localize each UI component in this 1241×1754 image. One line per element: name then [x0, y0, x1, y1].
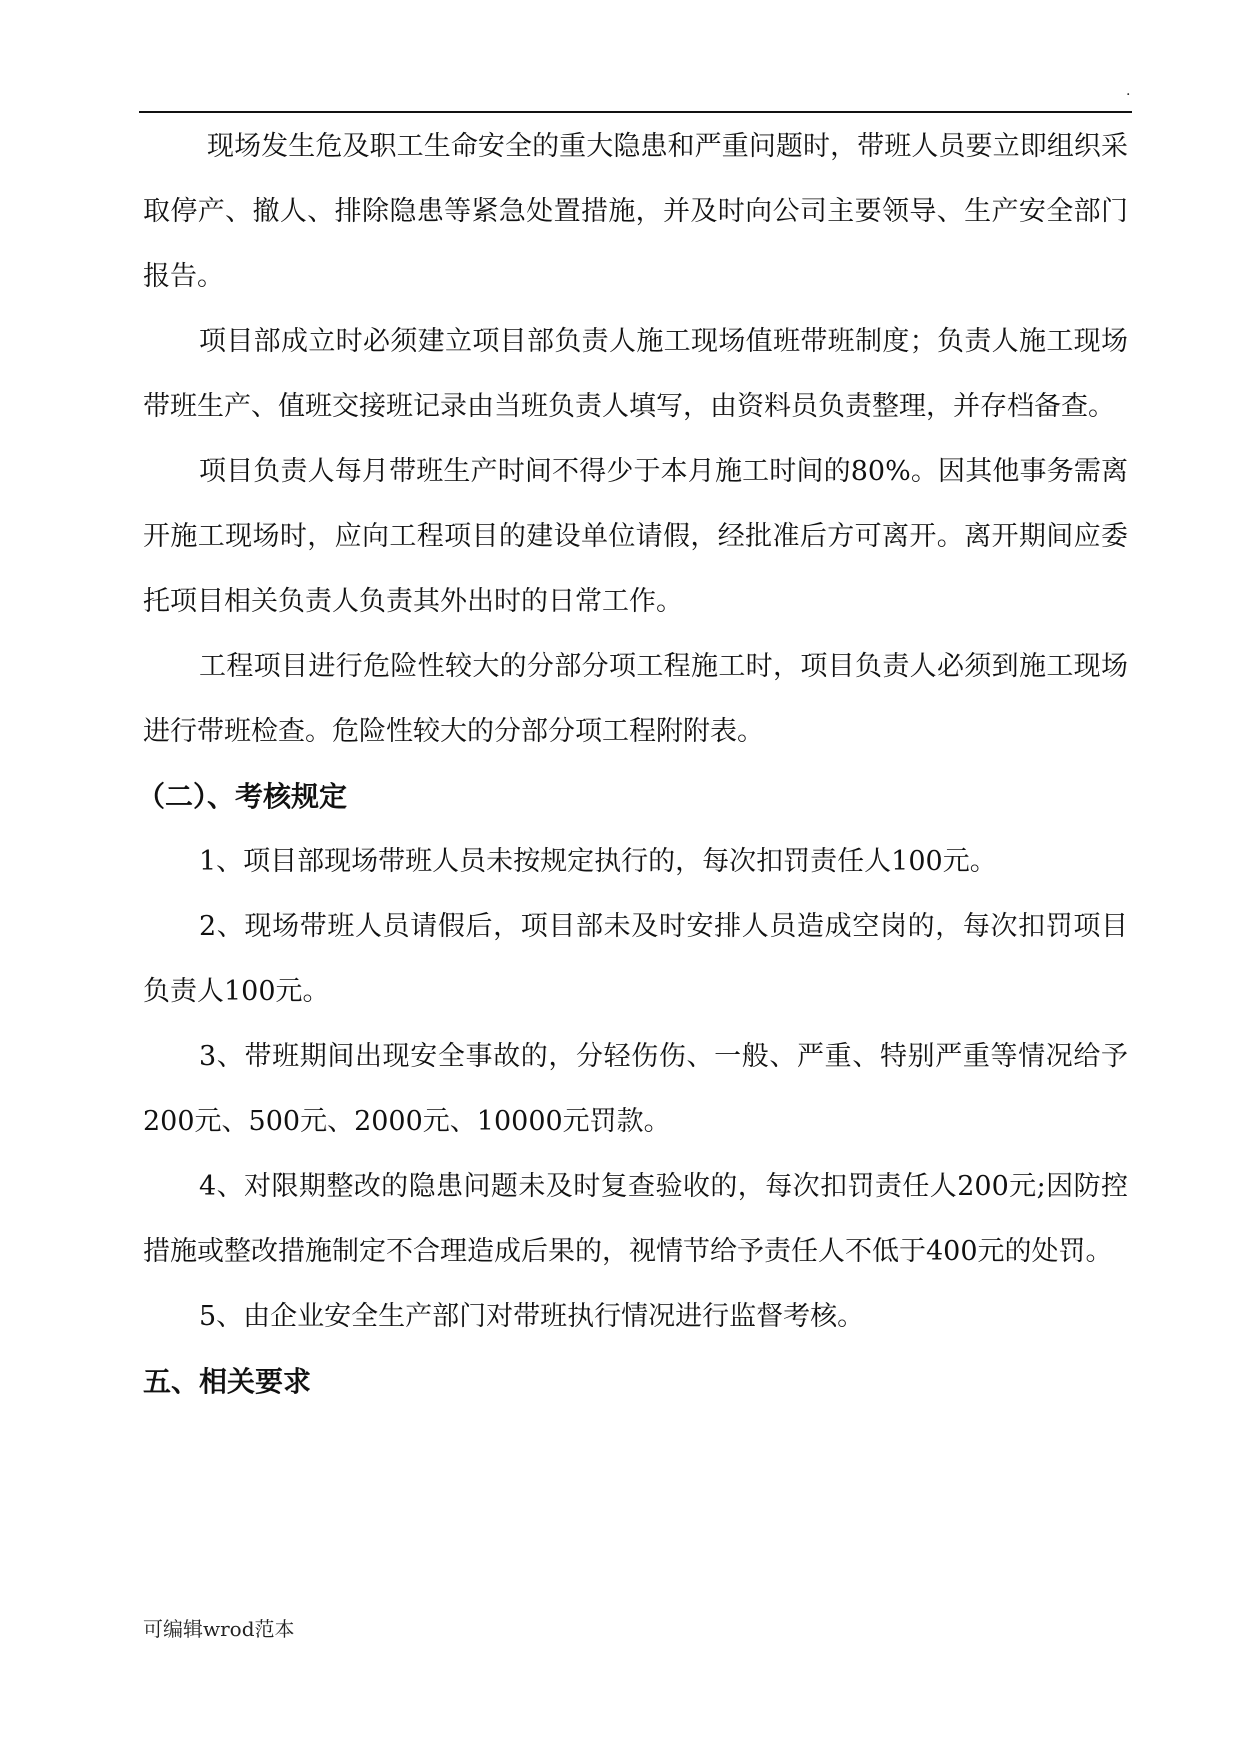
section-heading-assessment: （二）、考核规定: [137, 780, 348, 813]
list-item: 5、由企业安全生产部门对带班执行情况进行监督考核。: [199, 1301, 865, 1332]
list-item: 4、对限期整改的隐患问题未及时复查验收的，每次扣罚责任人200元;因防控措施或整改措施制定不合理造成后果的，视情节给予责任人不低于400元的处罚。: [143, 1171, 1128, 1267]
list-item: 1、项目部现场带班人员未按规定执行的，每次扣罚责任人100元。: [199, 846, 997, 877]
header-marker: .: [1126, 83, 1131, 99]
paragraph: 项目负责人每月带班生产时间不得少于本月施工时间的80%。因其他事务需离开施工现场时，应向工程项目的建设单位请假，经批准后方可离开。离开期间应委托项目相关负责人负责其外出时的日常工作。: [143, 456, 1128, 617]
paragraph: 工程项目进行危险性较大的分部分项工程施工时，项目负责人必须到施工现场进行带班检查。危险性较大的分部分项工程附附表。: [143, 651, 1128, 747]
header-rule: [139, 111, 1132, 113]
document-body: [137, 114, 1128, 1414]
list-item: 3、带班期间出现安全事故的，分轻伤伤、一般、严重、特别严重等情况给予200元、500元、2000元、10000元罚款。: [143, 1041, 1128, 1137]
list-item: 2、现场带班人员请假后，项目部未及时安排人员造成空岗的，每次扣罚项目负责人100元。: [143, 911, 1128, 1007]
section-heading-requirements: 五、相关要求: [143, 1365, 312, 1398]
paragraph: 现场发生危及职工生命安全的重大隐患和严重问题时，带班人员要立即组织采取停产、撤人、排除隐患等紧急处置措施，并及时向公司主要领导、生产安全部门报告。: [143, 131, 1128, 292]
footer-text: 可编辑wrod范本: [143, 1617, 295, 1641]
paragraph: 项目部成立时必须建立项目部负责人施工现场值班带班制度；负责人施工现场带班生产、值班交接班记录由当班负责人填写，由资料员负责整理，并存档备查。: [143, 326, 1128, 422]
